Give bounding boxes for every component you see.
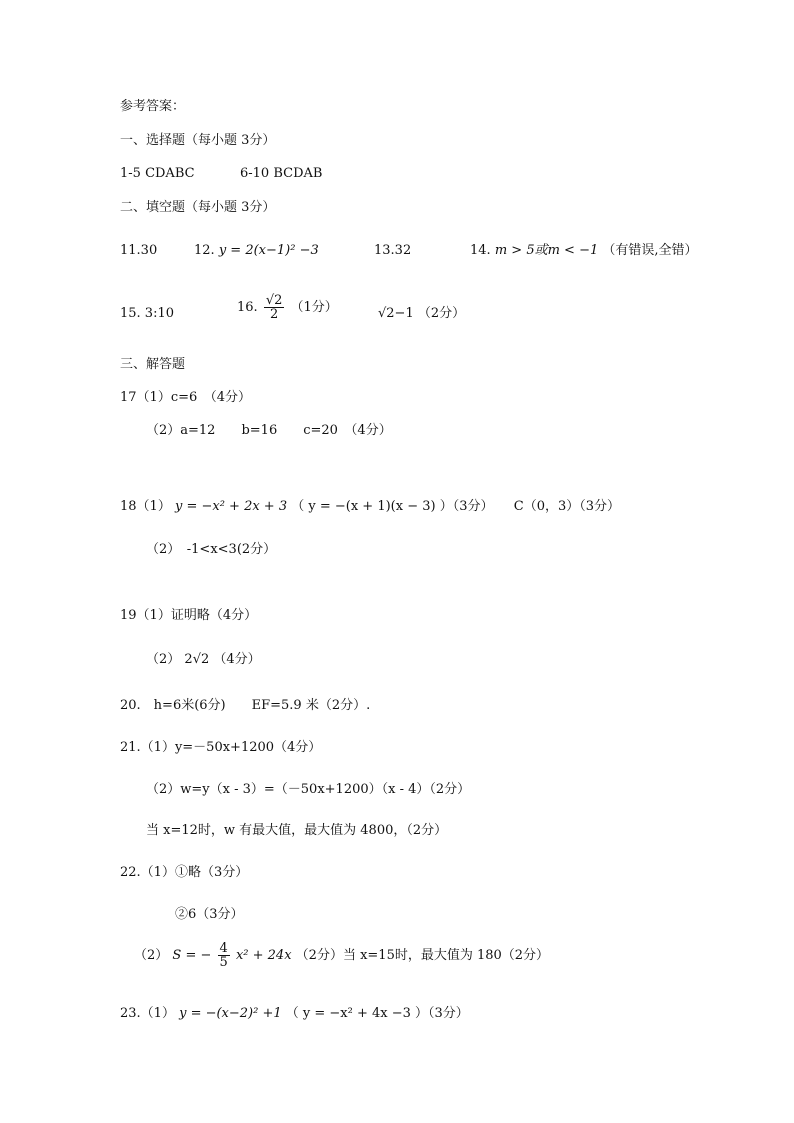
- answer-11: 11.30: [120, 243, 158, 258]
- answer-13: 13.32: [374, 243, 412, 258]
- answer-21-part-3: 当 x=12时，w 有最大值，最大值为 4800，（2分）: [146, 823, 448, 838]
- answer-18-alt-form: （ y = −(x + 1)(x − 3) ）（3分）: [291, 499, 494, 514]
- section-heading-solve: 三、解答题: [120, 357, 186, 372]
- answer-18-prefix: 18（1）: [120, 499, 171, 514]
- answer-18-part-1: [120, 499, 620, 515]
- answer-16-numerator: √2: [265, 293, 283, 308]
- answer-16-second: [378, 306, 465, 322]
- answer-16-points-2: （2分）: [417, 306, 466, 321]
- answer-18-expression: y = −x² + 2x + 3: [174, 499, 288, 514]
- answer-14-expression: m > 5或m < −1: [494, 243, 599, 258]
- answer-18-part-2: （2） -1<x<3(2分）: [146, 542, 277, 557]
- mc-answers-6-10: 6-10 BCDAB: [240, 166, 323, 181]
- answer-16-expression-2: √2−1: [378, 306, 414, 321]
- answer-19-part-1: 19（1）证明略（4分）: [120, 608, 258, 623]
- answer-22-part-2: [134, 942, 549, 969]
- section-heading-fill: 二、填空题（每小题 3分）: [120, 200, 276, 215]
- answer-15: 15. 3:10: [120, 306, 174, 321]
- answer-22-expression: x² + 24x: [235, 948, 292, 963]
- answer-16-fraction: [264, 294, 285, 321]
- answer-12-expression: y = 2(x−1)² −3: [218, 243, 319, 258]
- answer-22-fraction: [218, 942, 230, 969]
- answer-22-part-1b: ②6（3分）: [175, 907, 244, 922]
- answer-14: [470, 243, 698, 259]
- answer-19-part-2: [146, 652, 261, 668]
- answer-16-number: 16.: [237, 300, 258, 315]
- answer-12-number: 12.: [194, 243, 215, 258]
- answer-23-prefix: 23.（1）: [120, 1006, 175, 1021]
- section-heading-choice: 一、选择题（每小题 3分）: [120, 133, 276, 148]
- answer-16-points-1: （1分）: [290, 300, 338, 315]
- answer-18-point-c: C（0，3）（3分）: [513, 499, 621, 514]
- answer-20: 20. h=6米(6分) EF=5.9 米（2分）.: [120, 698, 371, 713]
- answer-14-number: 14.: [470, 243, 491, 258]
- answer-23-alt-form: （ y = −x² + 4x −3 ）（3分）: [285, 1006, 469, 1021]
- answer-19-expression: 2√2: [184, 652, 210, 667]
- answer-16-denominator: 2: [269, 307, 279, 322]
- page-title: 参考答案：: [120, 99, 186, 114]
- answer-22-note: （2分）当 x=15时，最大值为 180（2分）: [295, 948, 550, 963]
- answer-16: [237, 294, 338, 321]
- mc-answers-1-5: 1-5 CDABC: [120, 166, 195, 181]
- answer-23-expression: y = −(x−2)² +1: [179, 1006, 282, 1021]
- answer-19-prefix: （2）: [146, 652, 181, 667]
- answer-12: [194, 243, 319, 259]
- answer-17-part-2: （2）a=12 b=16 c=20 （4分）: [146, 423, 392, 438]
- answer-22-s: S = −: [172, 948, 212, 963]
- answer-23-part-1: [120, 1006, 469, 1022]
- answer-22-numerator: 4: [219, 941, 228, 956]
- answer-21-part-2: （2）w=y（x - 3）=（－50x+1200）（x - 4）（2分）: [146, 782, 471, 797]
- answer-22-denominator: 5: [219, 955, 228, 970]
- answer-14-note: （有错误,全错）: [602, 243, 698, 258]
- answer-22-prefix: （2）: [134, 948, 169, 963]
- answer-19-points: （4分）: [213, 652, 261, 667]
- answer-22-part-1: 22.（1）①略（3分）: [120, 865, 249, 880]
- answer-21-part-1: 21.（1）y=－50x+1200（4分）: [120, 740, 322, 755]
- answer-17-part-1: 17（1）c=6 （4分）: [120, 390, 252, 405]
